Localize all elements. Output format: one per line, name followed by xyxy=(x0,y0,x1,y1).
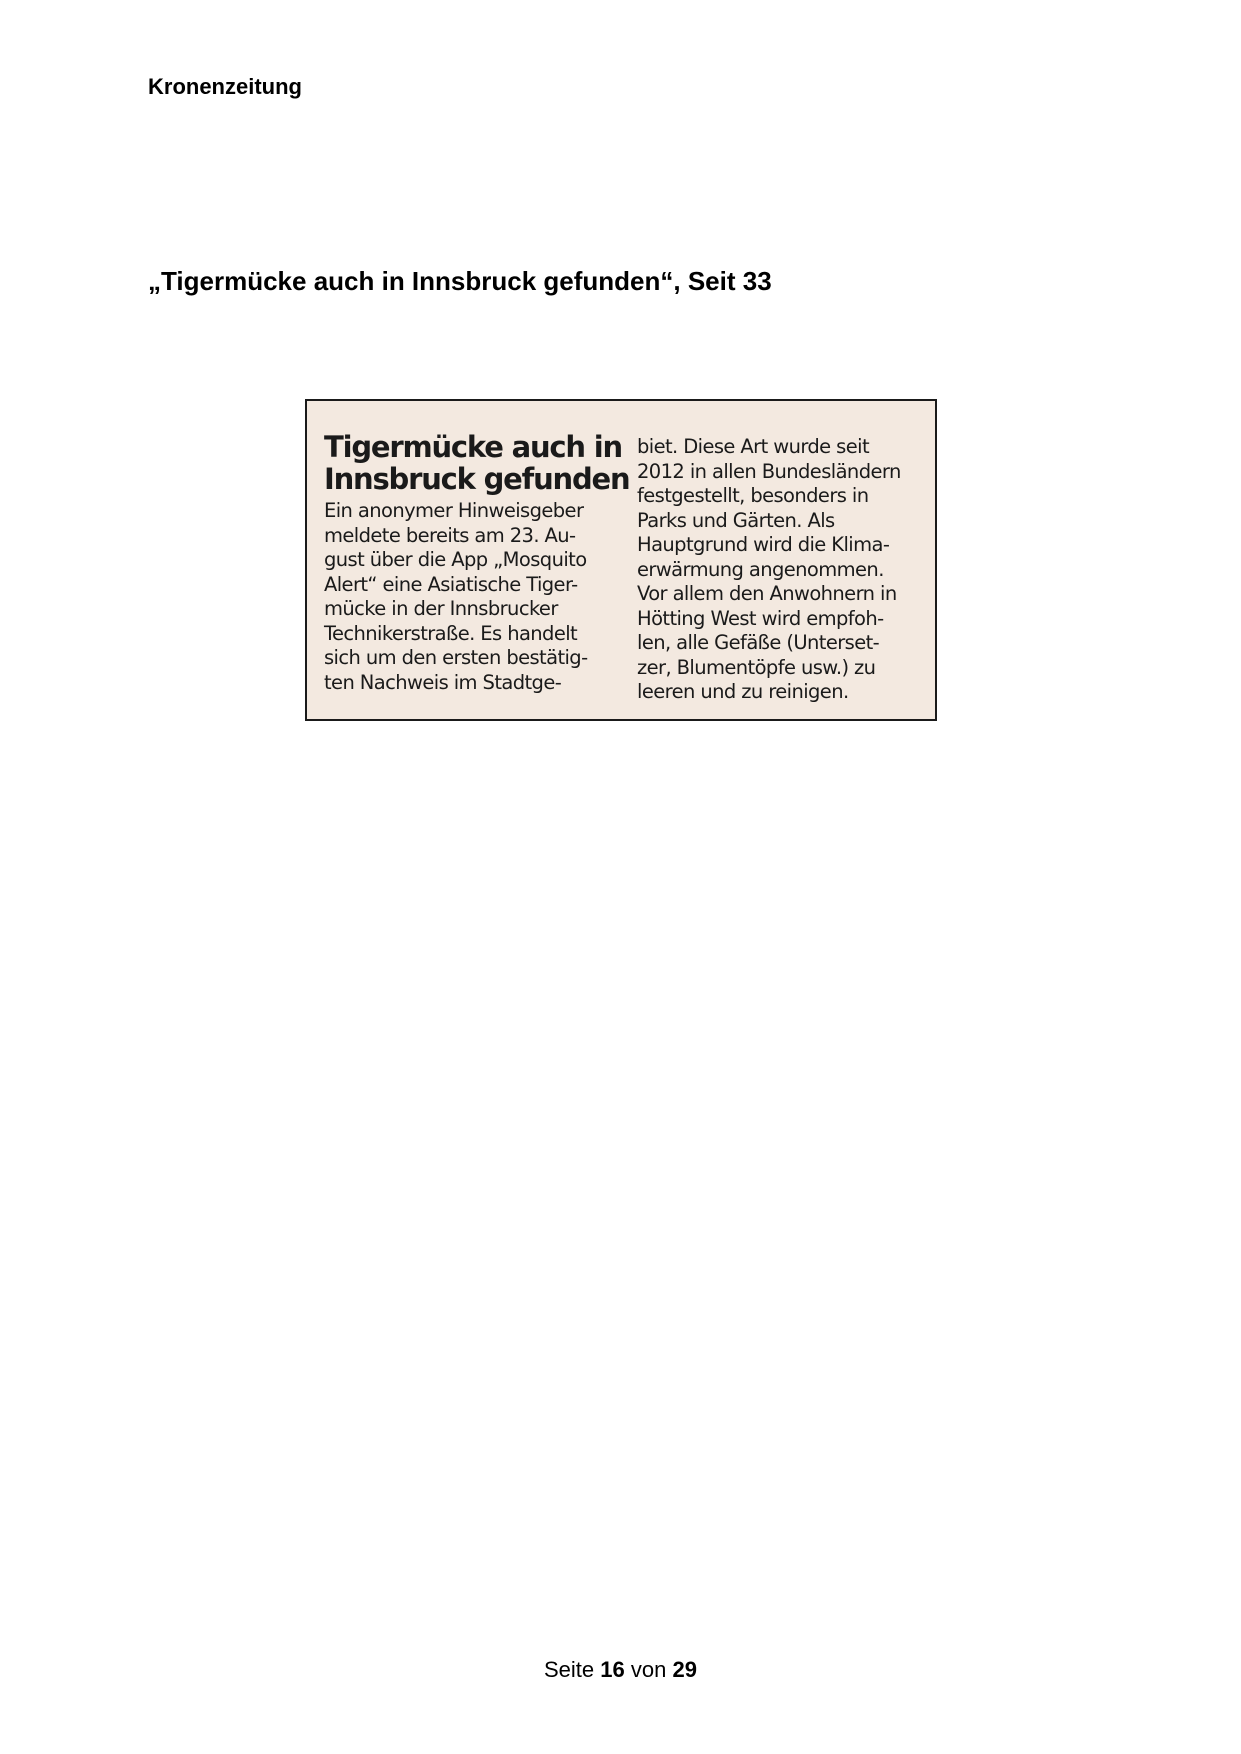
current-page-number: 16 xyxy=(600,1657,625,1682)
clipping-headline xyxy=(324,430,630,496)
newspaper-clipping xyxy=(305,399,937,721)
clipping-text-line: Alert“ eine Asiatische Tiger- xyxy=(324,572,578,596)
clipping-headline-line: Tigermücke auch in xyxy=(324,430,622,464)
clipping-text-line: Parks und Gärten. Als xyxy=(637,508,835,532)
clipping-text-line: Ein anonymer Hinweisgeber xyxy=(324,499,584,522)
clipping-headline-line: Innsbruck gefunden xyxy=(324,462,630,496)
clipping-left-column xyxy=(324,430,630,695)
clipping-right-column xyxy=(637,435,935,705)
clipping-text-line: 2012 in allen Bundesländern xyxy=(637,459,901,483)
clipping-text-line: gust über die App „Mosquito xyxy=(324,548,587,571)
footer-prefix: Seite xyxy=(544,1657,595,1682)
clipping-text-line: Hauptgrund wird die Klima- xyxy=(637,533,890,556)
clipping-text-line: biet. Diese Art wurde seit xyxy=(637,435,869,458)
clipping-text-line: ten Nachweis im Stadtge- xyxy=(324,670,562,694)
clipping-text-line: Hötting West wird empfoh- xyxy=(637,606,884,630)
clipping-text-line: Technikerstraße. Es handelt xyxy=(324,621,578,645)
clipping-text-line: Vor allem den Anwohnern in xyxy=(637,582,897,605)
clipping-text-line: meldete bereits am 23. Au- xyxy=(324,523,576,547)
clipping-text-line: mücke in der Innsbrucker xyxy=(324,597,558,620)
page-number-footer xyxy=(0,1657,1241,1683)
clipping-text-line: leeren und zu reinigen. xyxy=(637,680,849,703)
clipping-right-text xyxy=(637,435,935,705)
clipping-text-line: erwärmung angenommen. xyxy=(637,557,884,581)
source-label: Kronenzeitung xyxy=(148,74,302,99)
clipping-left-text xyxy=(324,499,618,695)
clipping-text-line: zer, Blumentöpfe usw.) zu xyxy=(637,655,876,679)
total-page-count: 29 xyxy=(672,1657,697,1682)
clipping-text-line: sich um den ersten bestätig- xyxy=(324,646,588,669)
footer-separator: von xyxy=(630,1657,667,1682)
clipping-text-line: len, alle Gefäße (Unterset- xyxy=(637,631,880,654)
clipping-text-line: festgestellt, besonders in xyxy=(637,484,869,507)
document-heading: „Tigermücke auch in Innsbruck gefunden“, Seit 33 xyxy=(148,266,772,296)
